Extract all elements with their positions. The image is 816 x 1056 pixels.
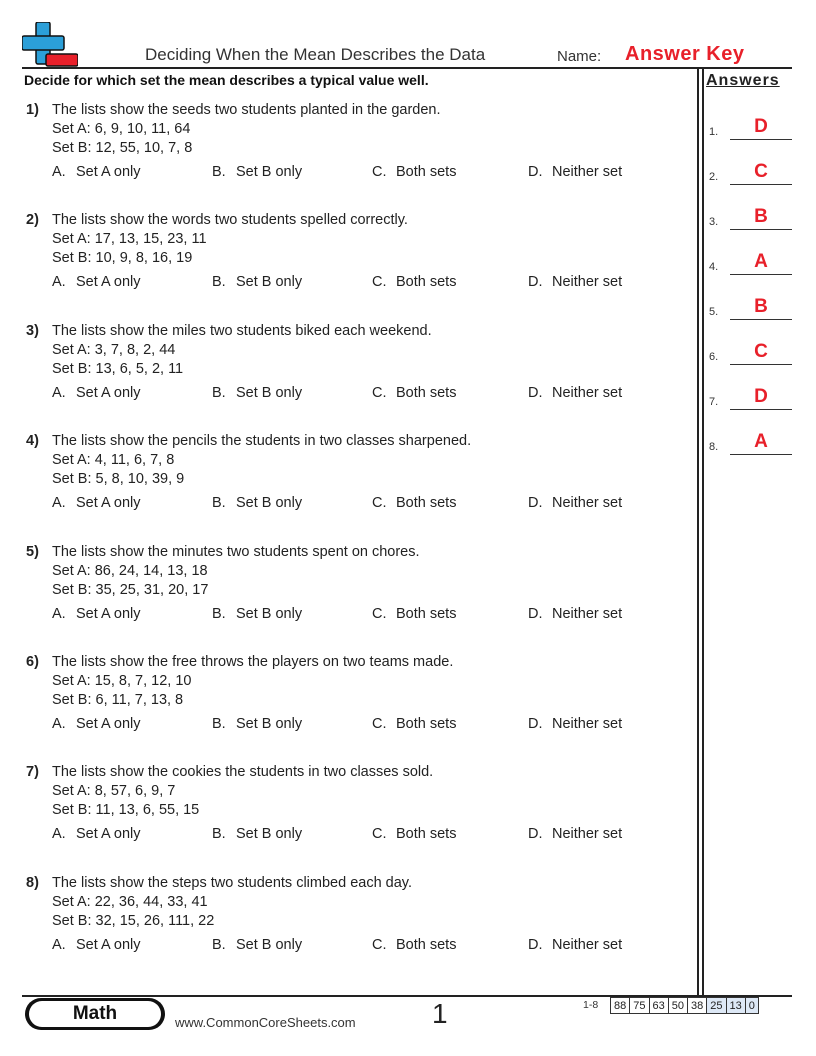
page-title: Deciding When the Mean Describes the Data [145,45,486,64]
score-cell: 25 [707,998,726,1014]
answer-value: B [754,296,768,317]
answer-option[interactable] [52,273,141,292]
set-b-values: Set B: 32, 15, 26, 111, 22 [52,912,215,929]
answer-value: A [754,251,768,272]
option-letter: D. [528,936,543,953]
answer-row [709,425,793,455]
answer-option[interactable] [372,163,456,182]
answer-option[interactable] [212,273,302,292]
option-label: Set B only [236,826,303,843]
header-divider [22,67,792,69]
answer-number: 7. [709,396,719,408]
option-letter: D. [528,384,543,401]
answer-option[interactable] [372,715,456,734]
option-label: Both sets [396,826,457,843]
option-letter: D. [528,716,543,732]
answer-option[interactable] [212,163,302,182]
score-cell: 50 [668,998,687,1014]
question-number: 6) [26,654,39,670]
answer-number: 3. [709,216,719,228]
answer-number: 1. [709,126,719,138]
answer-option[interactable] [52,715,141,734]
question-item [26,543,666,627]
name-label: Name: [557,48,602,65]
answer-row [709,200,793,230]
answer-number: 6. [709,351,719,363]
set-b-values: Set B: 6, 11, 7, 13, 8 [52,692,184,708]
score-cell: 38 [688,998,707,1014]
option-letter: C. [372,495,387,512]
answer-value: D [754,386,768,407]
page-number: 1 [432,998,448,1029]
option-label: Both sets [396,274,457,291]
answer-option[interactable] [212,494,302,513]
option-label: Both sets [396,605,457,622]
answer-option[interactable] [528,384,622,403]
option-letter: A. [52,384,66,401]
option-letter: C. [372,826,387,843]
option-label: Set B only [236,495,303,512]
answer-line [730,364,792,365]
option-letter: B. [212,274,226,291]
option-label: Set A only [76,274,141,291]
question-text: The lists show the seeds two students planted in the garden. [52,102,441,118]
score-row [611,998,759,1014]
answer-option[interactable] [528,715,622,734]
set-b-values: Set B: 10, 9, 8, 16, 19 [52,250,193,267]
score-cell: 75 [630,998,649,1014]
option-letter: D. [528,605,543,622]
answer-option[interactable] [372,605,456,624]
option-letter: A. [52,716,66,732]
answer-column-divider-inner [702,67,704,996]
option-label: Set A only [76,936,141,953]
answer-option[interactable] [52,494,141,513]
subject-label: Math [29,1001,161,1027]
site-url[interactable]: www.CommonCoreSheets.com [175,1015,356,1030]
set-a-values: Set A: 17, 13, 15, 23, 11 [52,231,207,248]
question-item [26,432,666,516]
option-label: Set B only [236,274,303,291]
answer-option[interactable] [372,825,456,844]
answer-option[interactable] [372,936,456,955]
question-text: The lists show the words two students spelled correctly. [52,212,408,229]
option-label: Neither set [552,495,623,512]
question-item [26,763,666,847]
option-label: Neither set [552,164,623,180]
answer-line [730,184,792,185]
option-letter: B. [212,495,226,512]
question-text: The lists show the free throws the players on two teams made. [52,654,454,670]
subject-badge [25,998,165,1030]
option-label: Set A only [76,716,141,732]
option-letter: C. [372,605,387,622]
answer-value: B [754,206,768,227]
set-b-values: Set B: 5, 8, 10, 39, 9 [52,471,185,488]
answer-option[interactable] [372,273,456,292]
option-letter: D. [528,274,543,291]
answer-option[interactable] [528,936,622,955]
score-cell: 88 [611,998,630,1014]
option-label: Set B only [236,716,303,732]
option-label: Neither set [552,716,623,732]
option-label: Set A only [76,164,141,180]
option-label: Both sets [396,495,457,512]
set-a-values: Set A: 4, 11, 6, 7, 8 [52,452,175,469]
answer-option[interactable] [212,936,302,955]
question-number: 4) [26,433,39,450]
answer-line [730,454,792,455]
answer-number: 4. [709,261,719,273]
option-letter: A. [52,164,66,180]
option-letter: D. [528,826,543,843]
answer-option[interactable] [212,715,302,734]
question-text: The lists show the steps two students climbed each day. [52,874,412,891]
answer-row [709,335,793,365]
option-label: Set B only [236,164,303,180]
option-letter: C. [372,936,387,953]
answer-row [709,110,793,140]
answer-option[interactable] [528,273,622,292]
answer-option[interactable] [52,825,141,844]
answer-option[interactable] [528,494,622,513]
question-number: 2) [26,212,39,229]
question-text: The lists show the miles two students biked each weekend. [52,322,432,339]
question-text: The lists show the pencils the students in two classes sharpened. [52,433,472,450]
question-text: The lists show the cookies the students in two classes sold. [52,764,434,781]
answer-option[interactable] [52,384,141,403]
option-label: Set A only [76,605,141,622]
set-a-values: Set A: 3, 7, 8, 2, 44 [52,341,176,358]
set-a-values: Set A: 6, 9, 10, 11, 64 [52,121,191,137]
set-b-values: Set B: 13, 6, 5, 2, 11 [52,360,184,377]
option-letter: B. [212,716,226,732]
option-label: Neither set [552,274,623,291]
answer-key-label: Answer Key [625,43,745,65]
option-label: Neither set [552,384,623,401]
option-label: Neither set [552,826,623,843]
option-letter: B. [212,936,226,953]
option-label: Neither set [552,936,623,953]
option-letter: A. [52,274,66,291]
score-range-label: 1-8 [583,999,599,1011]
answer-line [730,229,792,230]
question-item [26,322,666,406]
answer-row [709,290,793,320]
answer-option[interactable] [52,936,141,955]
answer-option[interactable] [528,163,622,182]
option-label: Set B only [236,605,303,622]
instructions: Decide for which set the mean describes a typical value well. [24,72,429,88]
question-item [26,874,666,958]
question-text: The lists show the minutes two students spent on chores. [52,543,420,560]
answer-row [709,380,793,410]
set-b-values: Set B: 12, 55, 10, 7, 8 [52,140,193,156]
option-letter: A. [52,936,66,953]
answer-option[interactable] [528,825,622,844]
answer-line [730,139,792,140]
set-a-values: Set A: 15, 8, 7, 12, 10 [52,673,192,689]
option-letter: B. [212,164,226,180]
answer-value: D [754,116,768,137]
option-letter: C. [372,716,387,732]
answer-row [709,245,793,275]
option-label: Both sets [396,716,457,732]
answer-option[interactable] [528,605,622,624]
set-a-values: Set A: 22, 36, 44, 33, 41 [52,893,208,910]
option-letter: B. [212,384,226,401]
option-label: Set A only [76,495,141,512]
option-label: Set B only [236,936,303,953]
answer-option[interactable] [372,384,456,403]
option-label: Both sets [396,936,457,953]
option-letter: D. [528,495,543,512]
option-letter: C. [372,274,387,291]
option-letter: B. [212,826,226,843]
score-cell: 13 [726,998,745,1014]
score-table [610,997,759,1014]
option-letter: A. [52,495,66,512]
answers-header: Answers [706,72,780,89]
answer-option[interactable] [52,163,141,182]
option-label: Both sets [396,384,457,401]
option-letter: A. [52,826,66,843]
answer-number: 8. [709,441,719,453]
answer-value: C [754,341,768,362]
set-b-values: Set B: 11, 13, 6, 55, 15 [52,802,200,819]
question-item [26,653,666,737]
question-item [26,211,666,295]
answer-option[interactable] [212,384,302,403]
option-label: Neither set [552,605,623,622]
plus-minus-logo-icon [22,22,78,68]
answer-option[interactable] [52,605,141,624]
set-a-values: Set A: 86, 24, 14, 13, 18 [52,562,208,579]
question-number: 3) [26,322,39,339]
answer-line [730,319,792,320]
answer-number: 5. [709,306,719,318]
option-label: Set B only [236,384,303,401]
answer-option[interactable] [372,494,456,513]
option-label: Set A only [76,384,141,401]
option-letter: C. [372,384,387,401]
score-cell: 0 [745,998,758,1014]
answer-column-divider [697,67,699,996]
answer-option[interactable] [212,825,302,844]
option-letter: D. [528,164,543,180]
answer-line [730,274,792,275]
question-item [26,101,666,185]
option-letter: A. [52,605,66,622]
answer-number: 2. [709,171,719,183]
answer-option[interactable] [212,605,302,624]
answer-row [709,155,793,185]
question-number: 1) [26,102,39,118]
set-b-values: Set B: 35, 25, 31, 20, 17 [52,581,209,598]
score-cell: 63 [649,998,668,1014]
answer-value: A [754,431,768,452]
question-number: 5) [26,543,39,560]
question-number: 8) [26,874,39,891]
answer-line [730,409,792,410]
option-letter: B. [212,605,226,622]
question-number: 7) [26,764,39,781]
option-label: Both sets [396,164,457,180]
option-letter: C. [372,164,387,180]
answer-value: C [754,161,768,182]
set-a-values: Set A: 8, 57, 6, 9, 7 [52,783,176,800]
option-label: Set A only [76,826,141,843]
